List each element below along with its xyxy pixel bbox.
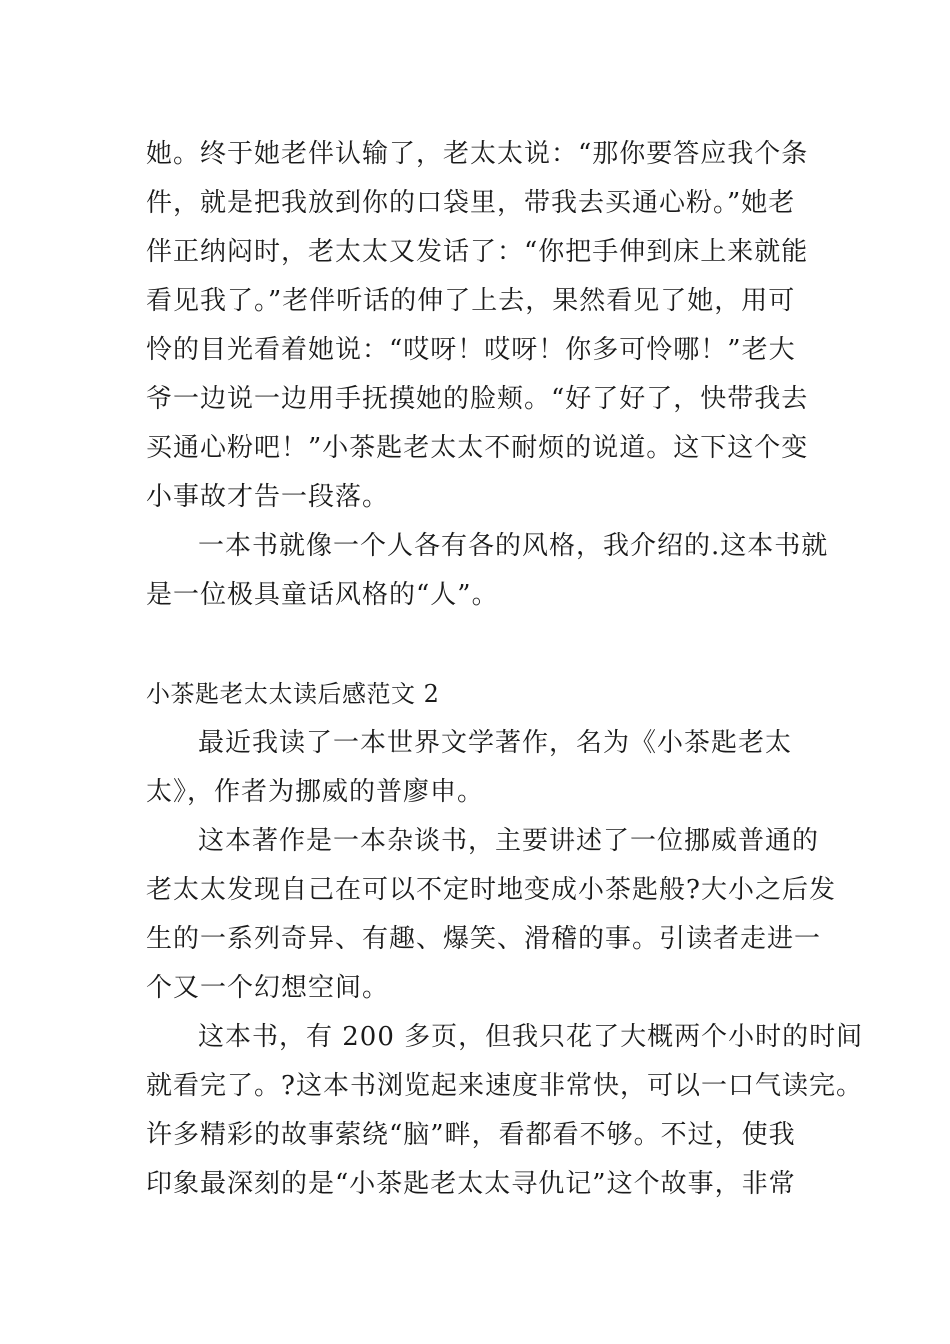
- text-line: 买通心粉吧！”小茶匙老太太不耐烦的说道。这下这个变: [146, 433, 809, 463]
- text-line: 老太太发现自己在可以不定时地变成小茶匙般?大小之后发: [146, 875, 836, 905]
- text-line: 怜的目光看着她说：“哎呀！哎呀！你多可怜哪！”老大: [146, 335, 796, 365]
- text-line: 小事故才告一段落。: [146, 482, 390, 512]
- text-line: 爷一边说一边用手抚摸她的脸颊。“好了好了，快带我去: [146, 384, 809, 414]
- paragraph-3: [146, 719, 810, 817]
- section-heading: 小茶匙老太太读后感范文 2: [146, 680, 440, 708]
- text-line: 最近我读了一本世界文学著作，名为《小茶匙老太: [198, 728, 793, 758]
- section-spacer: [146, 620, 810, 670]
- text-line: 一本书就像一个人各有各的风格，我介绍的.这本书就: [198, 531, 829, 561]
- paragraph-4: [146, 817, 836, 1013]
- text-line: 个又一个幻想空间。: [146, 973, 390, 1003]
- text-line: 看见我了。”老伴听话的伸了上去，果然看见了她，用可: [146, 286, 796, 316]
- paragraph-2: [146, 522, 829, 620]
- text-line: 这本书，有 200 多页，但我只花了大概两个小时的时间: [198, 1022, 864, 1052]
- paragraph-5: [146, 1013, 864, 1209]
- text-line: 生的一系列奇异、有趣、爆笑、滑稽的事。引读者走进一: [146, 924, 822, 954]
- text-line: 许多精彩的故事萦绕“脑”畔，看都看不够。不过，使我: [146, 1120, 796, 1150]
- document-body: [146, 130, 864, 1209]
- paragraph-1: [146, 130, 810, 522]
- text-line: 印象最深刻的是“小茶匙老太太寻仇记”这个故事，非常: [146, 1169, 796, 1199]
- text-line: 件，就是把我放到你的口袋里，带我去买通心粉。”她老: [146, 188, 796, 218]
- text-line: 这本著作是一本杂谈书，主要讲述了一位挪威普通的: [198, 826, 820, 856]
- text-line: 就看完了。?这本书浏览起来速度非常快，可以一口气读完。: [146, 1071, 863, 1101]
- text-line: 是一位极具童话风格的“人”。: [146, 580, 499, 610]
- text-line: 伴正纳闷时，老太太又发话了：“你把手伸到床上来就能: [146, 237, 809, 267]
- text-line: 她。终于她老伴认输了，老太太说：“那你要答应我个条: [146, 139, 809, 169]
- text-line: 太》，作者为挪威的普廖申。: [146, 777, 485, 807]
